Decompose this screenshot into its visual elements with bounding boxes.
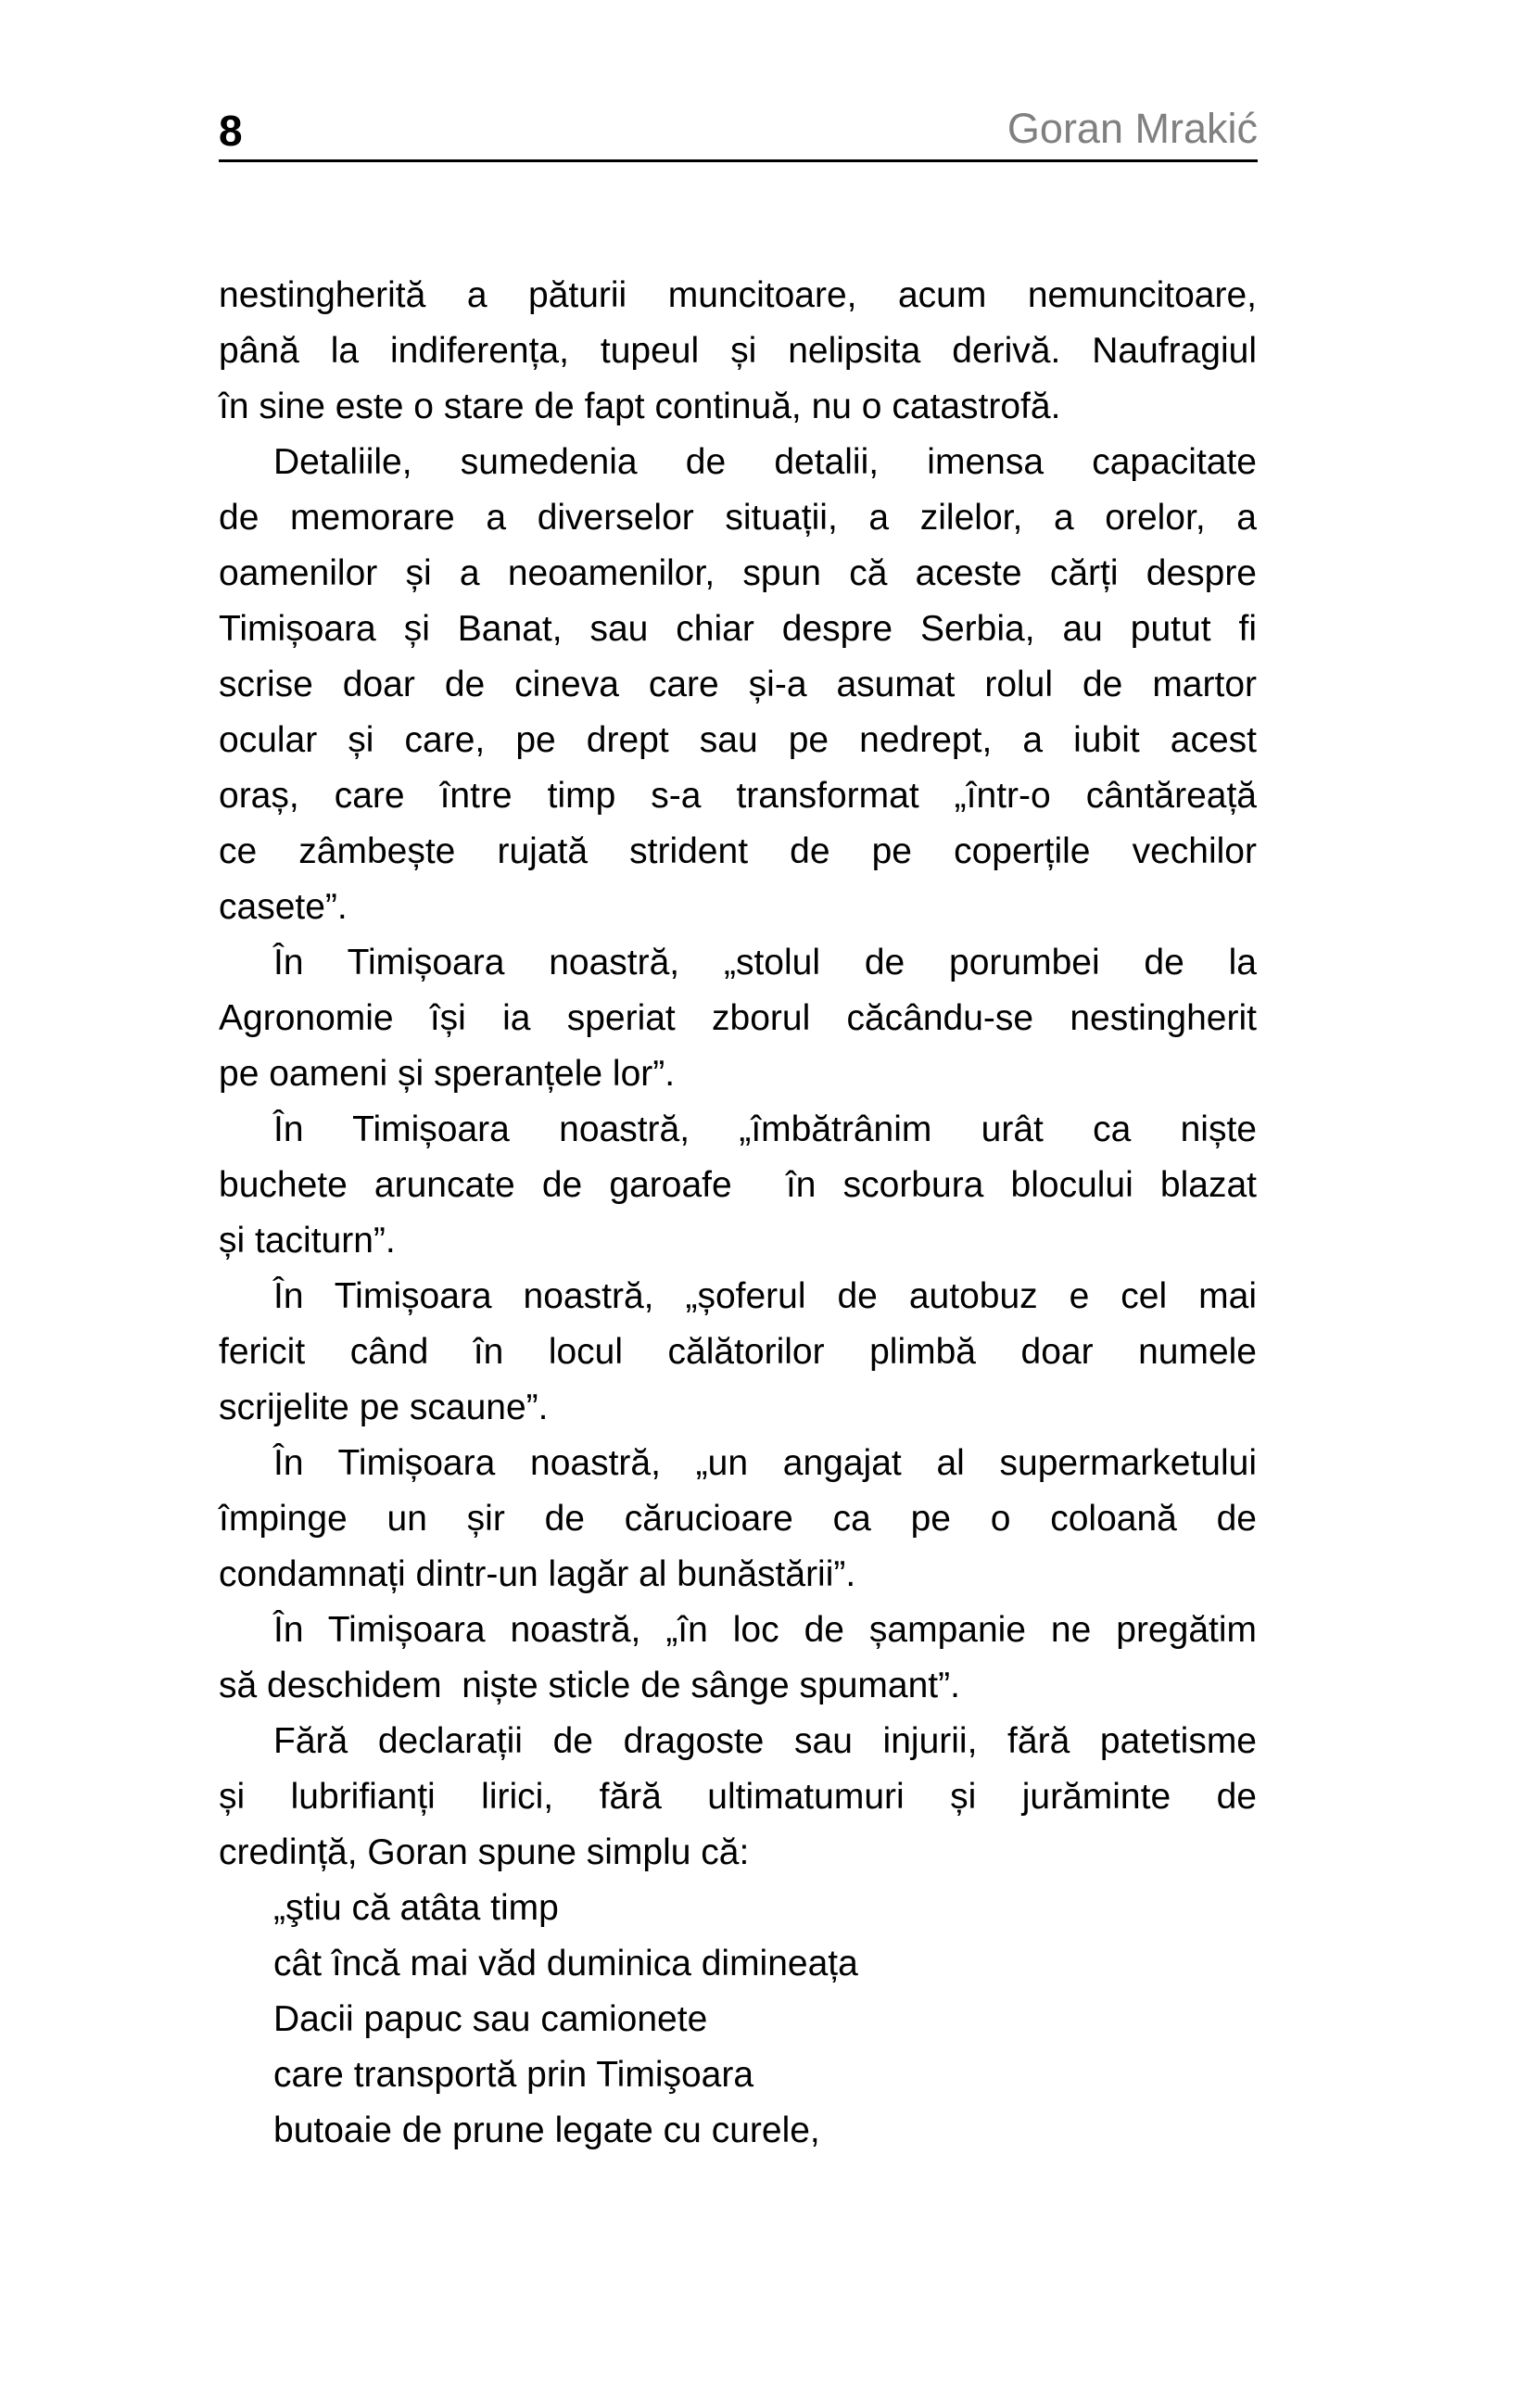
text-line: oamenilor și a neoamenilor, spun că aceste cărți despre [219, 553, 1257, 593]
text-line: În Timișoara noastră, „un angajat al supermarketului [273, 1443, 1257, 1483]
text-line-end: Dacii papuc sau camionete [273, 1999, 708, 2039]
text-line: În Timișoara noastră, „stolul de porumbei de la [273, 943, 1257, 982]
text-line: de memorare a diverselor situații, a zilelor, a orelor, a [219, 498, 1257, 538]
text-line-end: casete”. [219, 887, 348, 927]
text-line: buchete aruncate de garoafe în scorbura blocului blazat [219, 1165, 1257, 1205]
text-line: și lubrifianți lirici, fără ultimatumuri și jurăminte de [219, 1777, 1257, 1817]
text-line: În Timișoara noastră, „îmbătrânim urât ca niște [273, 1109, 1257, 1149]
text-line-end: scrijelite pe scaune”. [219, 1388, 549, 1427]
text-line-end: pe oameni și speranțele lor”. [219, 1054, 676, 1094]
text-line: ce zâmbește rujată strident de pe coperțile vechilor [219, 831, 1257, 871]
text-line-end: în sine este o stare de fapt continuă, nu o catastrofă. [219, 387, 1061, 426]
text-line-end: condamnați dintr-un lagăr al bunăstării”. [219, 1554, 856, 1594]
page-number: 8 [219, 107, 243, 155]
text-line: Timișoara și Banat, sau chiar despre Serbia, au putut fi [219, 609, 1257, 649]
text-line-end: care transportă prin Timişoara [273, 2055, 754, 2095]
text-line: Fără declarații de dragoste sau injurii, fără patetisme [273, 1721, 1257, 1761]
header-rule [219, 159, 1258, 162]
text-line: scrise doar de cineva care și-a asumat rolul de martor [219, 665, 1257, 704]
text-line-end: „ştiu că atâta timp [273, 1888, 559, 1928]
text-line: Agronomie își ia speriat zborul căcându-se nestingherit [219, 998, 1257, 1038]
text-line: fericit când în locul călătorilor plimbă doar numele [219, 1332, 1257, 1372]
text-line: până la indiferența, tupeul și nelipsita derivă. Naufragiul [219, 331, 1257, 371]
text-line: Detaliile, sumedenia de detalii, imensa capacitate [273, 442, 1257, 482]
text-line: În Timișoara noastră, „șoferul de autobuz e cel mai [273, 1276, 1257, 1316]
text-line: nestingherită a păturii muncitoare, acum nemuncitoare, [219, 275, 1257, 315]
text-line: În Timișoara noastră, „în loc de șampanie ne pregătim [273, 1610, 1257, 1650]
text-line: ocular și care, pe drept sau pe nedrept, a iubit acest [219, 720, 1257, 760]
running-head-author: Goran Mrakić [1007, 105, 1258, 152]
text-line-end: să deschidem niște sticle de sânge spumant”. [219, 1666, 960, 1705]
text-line: împinge un șir de cărucioare ca pe o coloană de [219, 1499, 1257, 1539]
text-line-end: și taciturn”. [219, 1221, 396, 1261]
body-text [219, 268, 1257, 2159]
text-line-end: cât încă mai văd duminica dimineața [273, 1944, 858, 1983]
page-header [219, 0, 1258, 162]
text-line-end: butoaie de prune legate cu curele, [273, 2110, 820, 2150]
text-line: oraș, care între timp s-a transformat „într-o cântăreață [219, 776, 1257, 816]
text-line-end: credință, Goran spune simplu că: [219, 1832, 750, 1872]
